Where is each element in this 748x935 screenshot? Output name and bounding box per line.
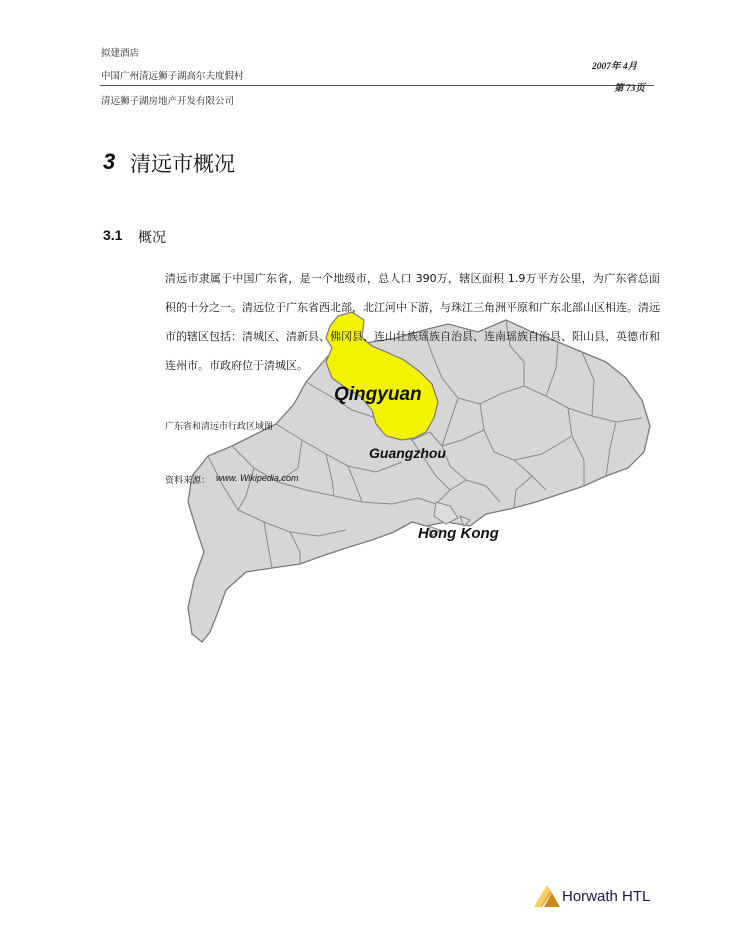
header-project-location: 中国广州清远狮子湖高尔夫度假村 [101,71,244,82]
figure-source-url: www. Wikipedia.com [216,473,299,483]
horwath-logo-text: Horwath HTL [562,888,651,905]
body-paragraph: 清远市隶属于中国广东省，是一个地级市，总人口 390万，辖区面积 1.9万平方公里，为广东省总面积的十分之一。清远位于广东省西北部，北江河中下游，与珠江三角洲平原和广东北部山区相连。清远市的辖区包括：清城区、清新县、佛冈县、连山壮族瑶族自治县、连南瑶族自治县、阳山县、英德市和连州市。市政府位于清城区。 [165,272,660,372]
map-label-hong-kong: Hong Kong [418,525,499,542]
chapter-number: 3 [103,149,116,174]
header-rule [100,85,654,86]
header-project-name: 拟建酒店 [101,48,140,59]
figure-source-label: 资料来源： [165,476,211,486]
figure-caption: 广东省和清远市行政区域图 [165,422,274,432]
header-page-number: 第 73页 [614,84,645,94]
header-date: 2007年 4月 [592,62,638,72]
chapter-title: 清远市概况 [130,152,235,176]
header-company: 清远狮子湖房地产开发有限公司 [101,96,235,107]
section-title: 概况 [138,230,166,246]
horwath-logo-icon [532,883,562,909]
map-label-guangzhou: Guangzhou [369,445,446,461]
map-label-qingyuan: Qingyuan [334,384,422,405]
section-number: 3.1 [103,227,123,243]
